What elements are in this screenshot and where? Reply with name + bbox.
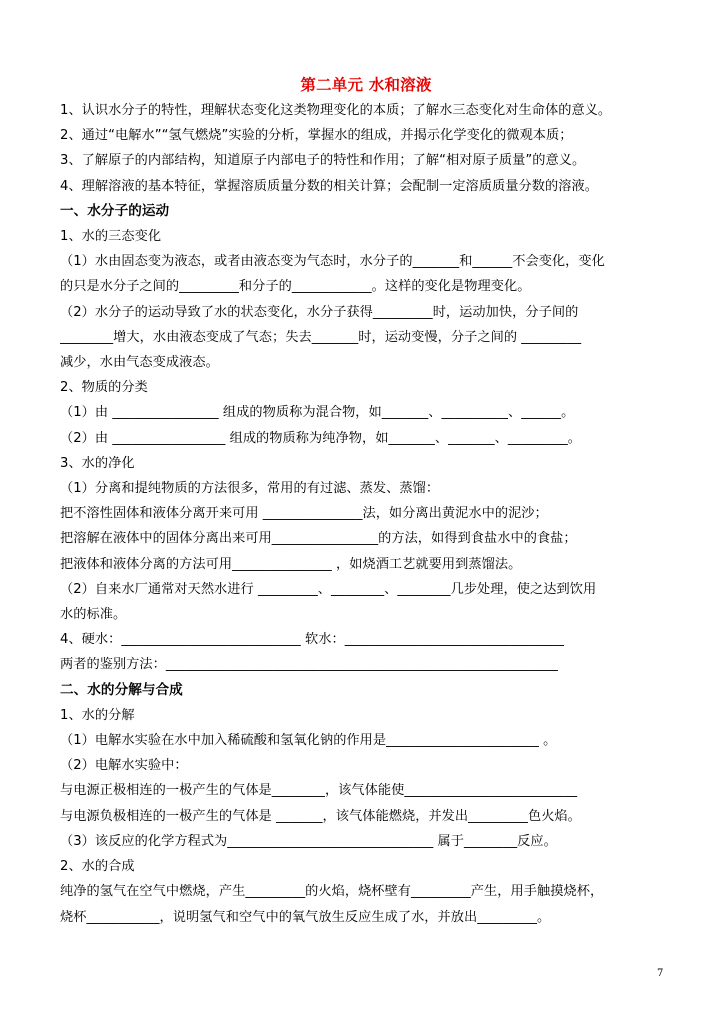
text-line: （1）电解水实验在水中加入稀硫酸和氢氧化钠的作用是_______________________ 。 (60, 733, 557, 749)
text-line: （2）自来水厂通常对天然水进行 _________、________、________几步处理，使之达到饮用 (60, 581, 597, 597)
text-line: （2）水分子的运动导致了水的状态变化，水分子获得_________时，运动加快，分子间的 (60, 304, 579, 320)
document-content (60, 72, 672, 930)
text-line: 3、水的净化 (60, 455, 135, 471)
text-line: 水的标准。 (60, 607, 127, 623)
text-line: 1、水的三态变化 (60, 229, 162, 245)
text-line: （2）电解水实验中： (60, 758, 188, 774)
text-line: 与电源正极相连的一极产生的气体是________，该气体能使__________________________ (60, 783, 578, 799)
text-line: 2、物质的分类 (60, 380, 148, 396)
text-line: 1、水的分解 (60, 707, 135, 723)
text-line: 纯净的氢气在空气中燃烧，产生_________的火焰，烧杯壁有_________产生，用手触摸烧杯， (60, 884, 604, 900)
page-number: 7 (657, 968, 664, 979)
text-line: （3）该反应的化学方程式为_______________________________ 属于________反应。 (60, 833, 557, 849)
text-line: 1、认识水分子的特性，理解状态变化这类物理变化的本质；了解水三态变化对生命体的意义。 (60, 103, 612, 118)
text-line: 4、硬水：___________________________ 软水：_________________________________ (60, 632, 564, 648)
text-line: 2、通过“电解水”“氢气燃烧”实验的分析，掌握水的组成，并揭示化学变化的微观本质； (60, 128, 573, 144)
text-line: 把液体和液体分离的方法可用_______________ ，如烧酒工艺就要用到蒸馏法。 (60, 556, 522, 572)
text-line: 的只是水分子之间的_________和分子的____________。这样的变化是物理变化。 (60, 279, 531, 295)
text-line: 与电源负极相连的一极产生的气体是 _______，该气体能燃烧，并发出_________色火焰。 (60, 808, 581, 824)
text-line: （1）水由固态变为液态，或者由液态变为气态时，水分子的_______和______不会变化，变化 (60, 254, 605, 270)
text-line: （1）由 ________________ 组成的物质称为混合物，如_______、__________、______。 (60, 405, 575, 421)
text-line: 两者的鉴别方法：___________________________________________________________ (60, 657, 558, 673)
text-line: ________增大，水由液态变成了气态；失去_______时，运动变慢，分子之间的 _________ (60, 329, 582, 345)
text-line: 烧杯___________，说明氢气和空气中的氧气放生反应生成了水，并放出_________。 (60, 909, 551, 925)
text-line: 把溶解在液体中的固体分离出来可用________________的方法，如得到食盐水中的食盐； (60, 531, 577, 547)
text-line: 3、了解原子的内部结构，知道原子内部电子的特性和作用；了解“相对原子质量”的意义。 (60, 153, 586, 169)
text-lines (60, 98, 672, 930)
text-line: 把不溶性固体和液体分离开来可用 _______________法，如分离出黄泥水中的泥沙； (60, 506, 548, 522)
text-line: （1）分离和提纯物质的方法很多，常用的有过滤、蒸发、蒸馏： (60, 481, 440, 497)
section-heading: 一、水分子的运动 (60, 202, 170, 219)
page-title: 第二单元 水和溶液 (300, 76, 432, 94)
text-line: （2）由 _________________ 组成的物质称为纯净物，如_______、_______、_________。 (60, 430, 581, 446)
section-heading: 二、水的分解与合成 (60, 681, 183, 698)
text-line: 减少，水由气态变成液态。 (60, 355, 219, 371)
text-line: 4、理解溶液的基本特征，掌握溶质质量分数的相关计算；会配制一定溶质质量分数的溶液。 (60, 178, 598, 194)
text-line: 2、水的合成 (60, 859, 135, 875)
